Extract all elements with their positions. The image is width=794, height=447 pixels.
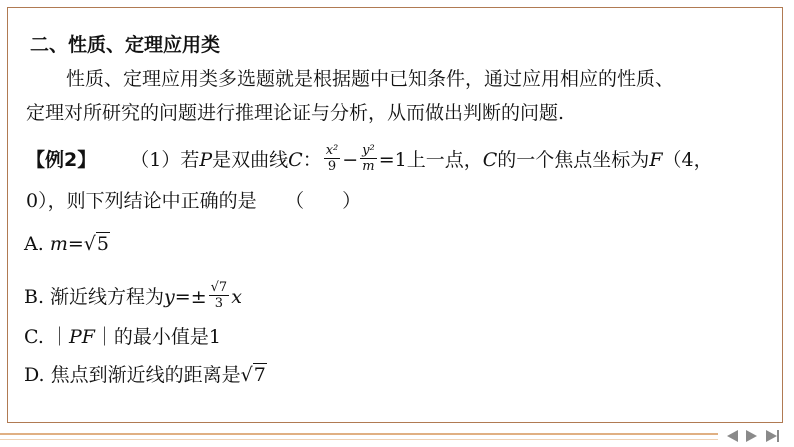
option-b-prefix: B. 渐近线方程为 bbox=[24, 286, 165, 308]
next-page-button[interactable] bbox=[764, 428, 780, 444]
fraction-numerator: x² bbox=[325, 142, 339, 158]
minus-sign: − bbox=[342, 149, 359, 171]
radical-sign: √ bbox=[240, 364, 253, 386]
option-c-prefix: C. ｜ bbox=[24, 326, 69, 348]
var-pf: PF bbox=[68, 326, 95, 348]
var-m: m bbox=[49, 233, 68, 255]
fraction-y2-over-m bbox=[360, 143, 377, 174]
example-question-line-2: 0），则下列结论中正确的是 （ ） bbox=[26, 190, 362, 212]
previous-page-button[interactable] bbox=[744, 428, 760, 444]
fraction-denominator: m bbox=[362, 158, 375, 174]
option-b bbox=[24, 279, 242, 314]
question-text-b: 的一个焦点坐标为 bbox=[497, 149, 650, 171]
sqrt-5 bbox=[84, 233, 110, 255]
var-c: C bbox=[288, 149, 303, 171]
fraction-denominator: 9 bbox=[327, 158, 337, 174]
equals-sign: = bbox=[67, 233, 84, 255]
question-text-a: 是双曲线 bbox=[212, 149, 289, 171]
radicand: 7 bbox=[253, 364, 266, 386]
option-c bbox=[24, 322, 221, 349]
previous-page-icon bbox=[745, 430, 759, 442]
equation-rhs: =1上一点， bbox=[378, 149, 483, 171]
intro-paragraph-line-1: 性质、定理应用类多选题就是根据题中已知条件，通过应用相应的性质、 bbox=[66, 68, 675, 90]
option-a bbox=[24, 233, 110, 255]
footer-bar bbox=[0, 433, 718, 435]
option-a-prefix: A. bbox=[24, 233, 50, 255]
sqrt-7 bbox=[241, 364, 267, 386]
footer-bar-thin bbox=[0, 439, 718, 440]
plus-minus-equals: =± bbox=[174, 286, 207, 308]
colon: ： bbox=[302, 149, 322, 171]
var-x: x bbox=[231, 286, 242, 308]
var-c-2: C bbox=[482, 149, 498, 171]
radical-sign: √ bbox=[83, 233, 96, 255]
radicand: 5 bbox=[96, 233, 109, 255]
intro-paragraph-line-2: 定理对所研究的问题进行推理论证与分析，从而做出判断的问题. bbox=[26, 102, 565, 124]
next-page-icon bbox=[765, 430, 779, 442]
var-p: P bbox=[199, 149, 213, 171]
option-d bbox=[24, 360, 267, 387]
fraction-x2-over-9 bbox=[324, 143, 341, 174]
var-y: y bbox=[164, 286, 175, 308]
fraction-numerator: y² bbox=[362, 142, 375, 158]
example-tag: 【例2】 bbox=[26, 149, 97, 171]
var-f: F bbox=[649, 149, 663, 171]
example-question-line-1 bbox=[26, 142, 713, 177]
first-page-button[interactable] bbox=[724, 428, 740, 444]
option-d-prefix: D. 焦点到渐近线的距离是 bbox=[24, 364, 241, 386]
part-label: （1）若 bbox=[130, 149, 200, 171]
first-page-icon bbox=[725, 430, 739, 442]
fraction-numerator: √7 bbox=[210, 279, 228, 295]
fraction-sqrt7-over-3 bbox=[209, 280, 230, 311]
section-heading: 二、性质、定理应用类 bbox=[30, 34, 221, 56]
fraction-denominator: 3 bbox=[214, 295, 224, 311]
option-c-suffix: ｜的最小值是1 bbox=[94, 326, 222, 348]
coordinate-start: （4， bbox=[662, 149, 713, 171]
